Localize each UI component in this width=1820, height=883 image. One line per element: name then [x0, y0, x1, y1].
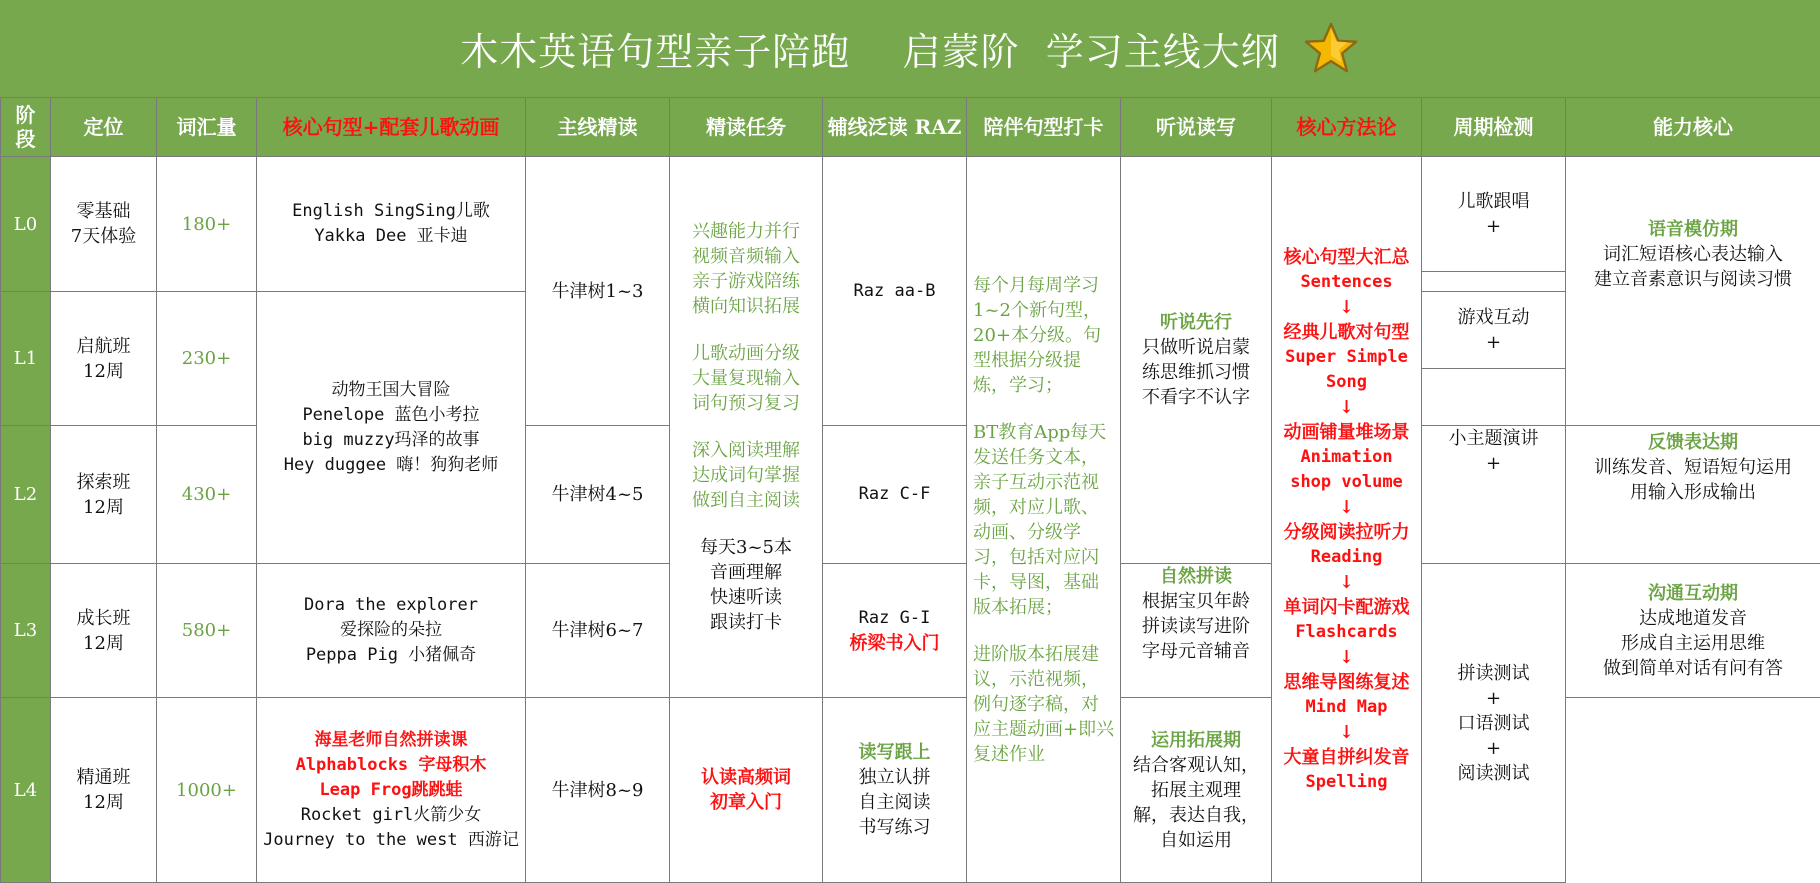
position-l3: 成长班 12周 — [51, 564, 157, 698]
checkin-column: 每个月每周学习1~2个新句型，20+本分级。句型根据分级提炼，学习； BT教育App每天发送任务文本，亲子互动示范视频，对应儿歌、动画、分级学习，包括对应闪卡，导图，基础版本拓展； 进阶版本拓展建议，示范视频，例句逐字稿，对应主题动画+即兴复述作业 — [967, 157, 1121, 883]
arrow-down-icon: ↓ — [1278, 395, 1415, 420]
reading-r1: 牛津树1~3 — [526, 157, 670, 426]
header-vocab: 词汇量 — [157, 98, 257, 157]
stage-l1: L1 — [1, 292, 51, 426]
position-l4: 精通班 12周 — [51, 698, 157, 883]
reading-r3: 牛津树6~7 — [526, 564, 670, 698]
core-l3: Dora the explorer 爱探险的朵拉 Peppa Pig 小猪佩奇 — [257, 564, 526, 698]
header-ability: 能力核心 — [1566, 98, 1820, 157]
table-row-l0 — [1, 157, 1820, 292]
raz-b: Raz C-F — [823, 426, 967, 564]
lsrw-reading-writing: 读写跟上 独立认拼 自主阅读 书写练习 — [823, 698, 967, 883]
vocab-l2: 430+ — [157, 426, 257, 564]
stage-l4: L4 — [1, 698, 51, 883]
header-row — [1, 98, 1820, 157]
position-l2: 探索班 12周 — [51, 426, 157, 564]
raz-c: Raz G-I 桥梁书入门 — [823, 564, 967, 698]
outline-table — [0, 97, 1820, 883]
star-icon — [1302, 20, 1360, 78]
ability-voice-imitation: 语音模仿期 词汇短语核心表达输入 建立音素意识与阅读习惯 — [1566, 157, 1820, 426]
ability-communication: 沟通互动期 达成地道发音 形成自主运用思维 做到简单对话有问有答 — [1566, 564, 1820, 698]
vocab-l0: 180+ — [157, 157, 257, 292]
header-raz: 辅线泛读 RAZ — [823, 98, 967, 157]
reading-tasks-1-3: 兴趣能力并行 视频音频输入 亲子游戏陪练 横向知识拓展 儿歌动画分级 大量复现输入 词句预习复习 深入阅读理解 达成词句掌握 做到自主阅读 每天3~5本 音画理解 快速听读 跟读打卡 — [670, 157, 823, 698]
header-lsrw: 听说读写 — [1121, 98, 1272, 157]
core-l0: English SingSing儿歌 Yakka Dee 亚卡迪 — [257, 157, 526, 292]
vocab-l1: 230+ — [157, 292, 257, 426]
lsrw-phonics: 自然拼读 根据宝贝年龄 拼读读写进阶 字母元音辅音 — [1121, 564, 1272, 698]
page-title-bar — [0, 0, 1820, 97]
position-l1: 启航班 12周 — [51, 292, 157, 426]
page-title: 木木英语句型亲子陪跑 启蒙阶 学习主线大纲 — [460, 21, 1279, 76]
header-periodic-test: 周期检测 — [1422, 98, 1566, 157]
vocab-l3: 580+ — [157, 564, 257, 698]
header-stage: 阶段 — [1, 98, 51, 157]
stage-l3: L3 — [1, 564, 51, 698]
reading-r4: 牛津树8~9 — [526, 698, 670, 883]
header-core-sentences: 核心句型+配套儿歌动画 — [257, 98, 526, 157]
arrow-down-icon: ↓ — [1278, 295, 1415, 320]
reading-r2: 牛津树4~5 — [526, 426, 670, 564]
core-l4: 海星老师自然拼读课 Alphablocks 字母积木 Leap Frog跳跳蛙 Rocket girl火箭少女 Journey to the west 西游记 — [257, 698, 526, 883]
header-method: 核心方法论 — [1272, 98, 1422, 157]
arrow-down-icon: ↓ — [1278, 645, 1415, 670]
header-main-reading: 主线精读 — [526, 98, 670, 157]
header-position: 定位 — [51, 98, 157, 157]
stage-l0: L0 — [1, 157, 51, 292]
raz-d: 认读高频词 初章入门 — [670, 698, 823, 883]
periodic-sing: 儿歌跟唱 + — [1422, 157, 1566, 292]
method-column: 核心句型大汇总 Sentences ↓ 经典儿歌对句型 Super Simple Song ↓ 动画铺量堆场景 Animation shop volume ↓ 分级阅读拉听力 Reading ↓ 单词闪卡配游戏 Flashcards ↓ 思维导图练复述 Mind Map ↓ 大童自拼纠发音 Spelling — [1272, 157, 1422, 883]
lsrw-listening-first: 听说先行 只做听说启蒙 练思维抓习惯 不看字不认字 — [1121, 157, 1272, 564]
stage-l2: L2 — [1, 426, 51, 564]
table-row-l3 — [1, 564, 1820, 698]
periodic-game: 游戏互动 + — [1422, 292, 1566, 426]
vocab-l4: 1000+ — [157, 698, 257, 883]
header-reading-tasks: 精读任务 — [670, 98, 823, 157]
arrow-down-icon: ↓ — [1278, 570, 1415, 595]
raz-a: Raz aa-B — [823, 157, 967, 426]
arrow-down-icon: ↓ — [1278, 495, 1415, 520]
core-l1-l2: 动物王国大冒险 Penelope 蓝色小考拉 big muzzy玛泽的故事 Hey duggee 嗨！狗狗老师 — [257, 292, 526, 564]
periodic-speech: 小主题演讲 + — [1422, 426, 1566, 564]
ability-application: 运用拓展期 结合客观认知，拓展主观理 解，表达自我，自如运用 — [1121, 698, 1272, 883]
header-checkin: 陪伴句型打卡 — [967, 98, 1121, 157]
ability-feedback: 反馈表达期 训练发音、短语短句运用 用输入形成输出 — [1566, 426, 1820, 564]
position-l0: 零基础 7天体验 — [51, 157, 157, 292]
periodic-tests: 拼读测试 + 口语测试 + 阅读测试 — [1422, 564, 1566, 883]
arrow-down-icon: ↓ — [1278, 720, 1415, 745]
